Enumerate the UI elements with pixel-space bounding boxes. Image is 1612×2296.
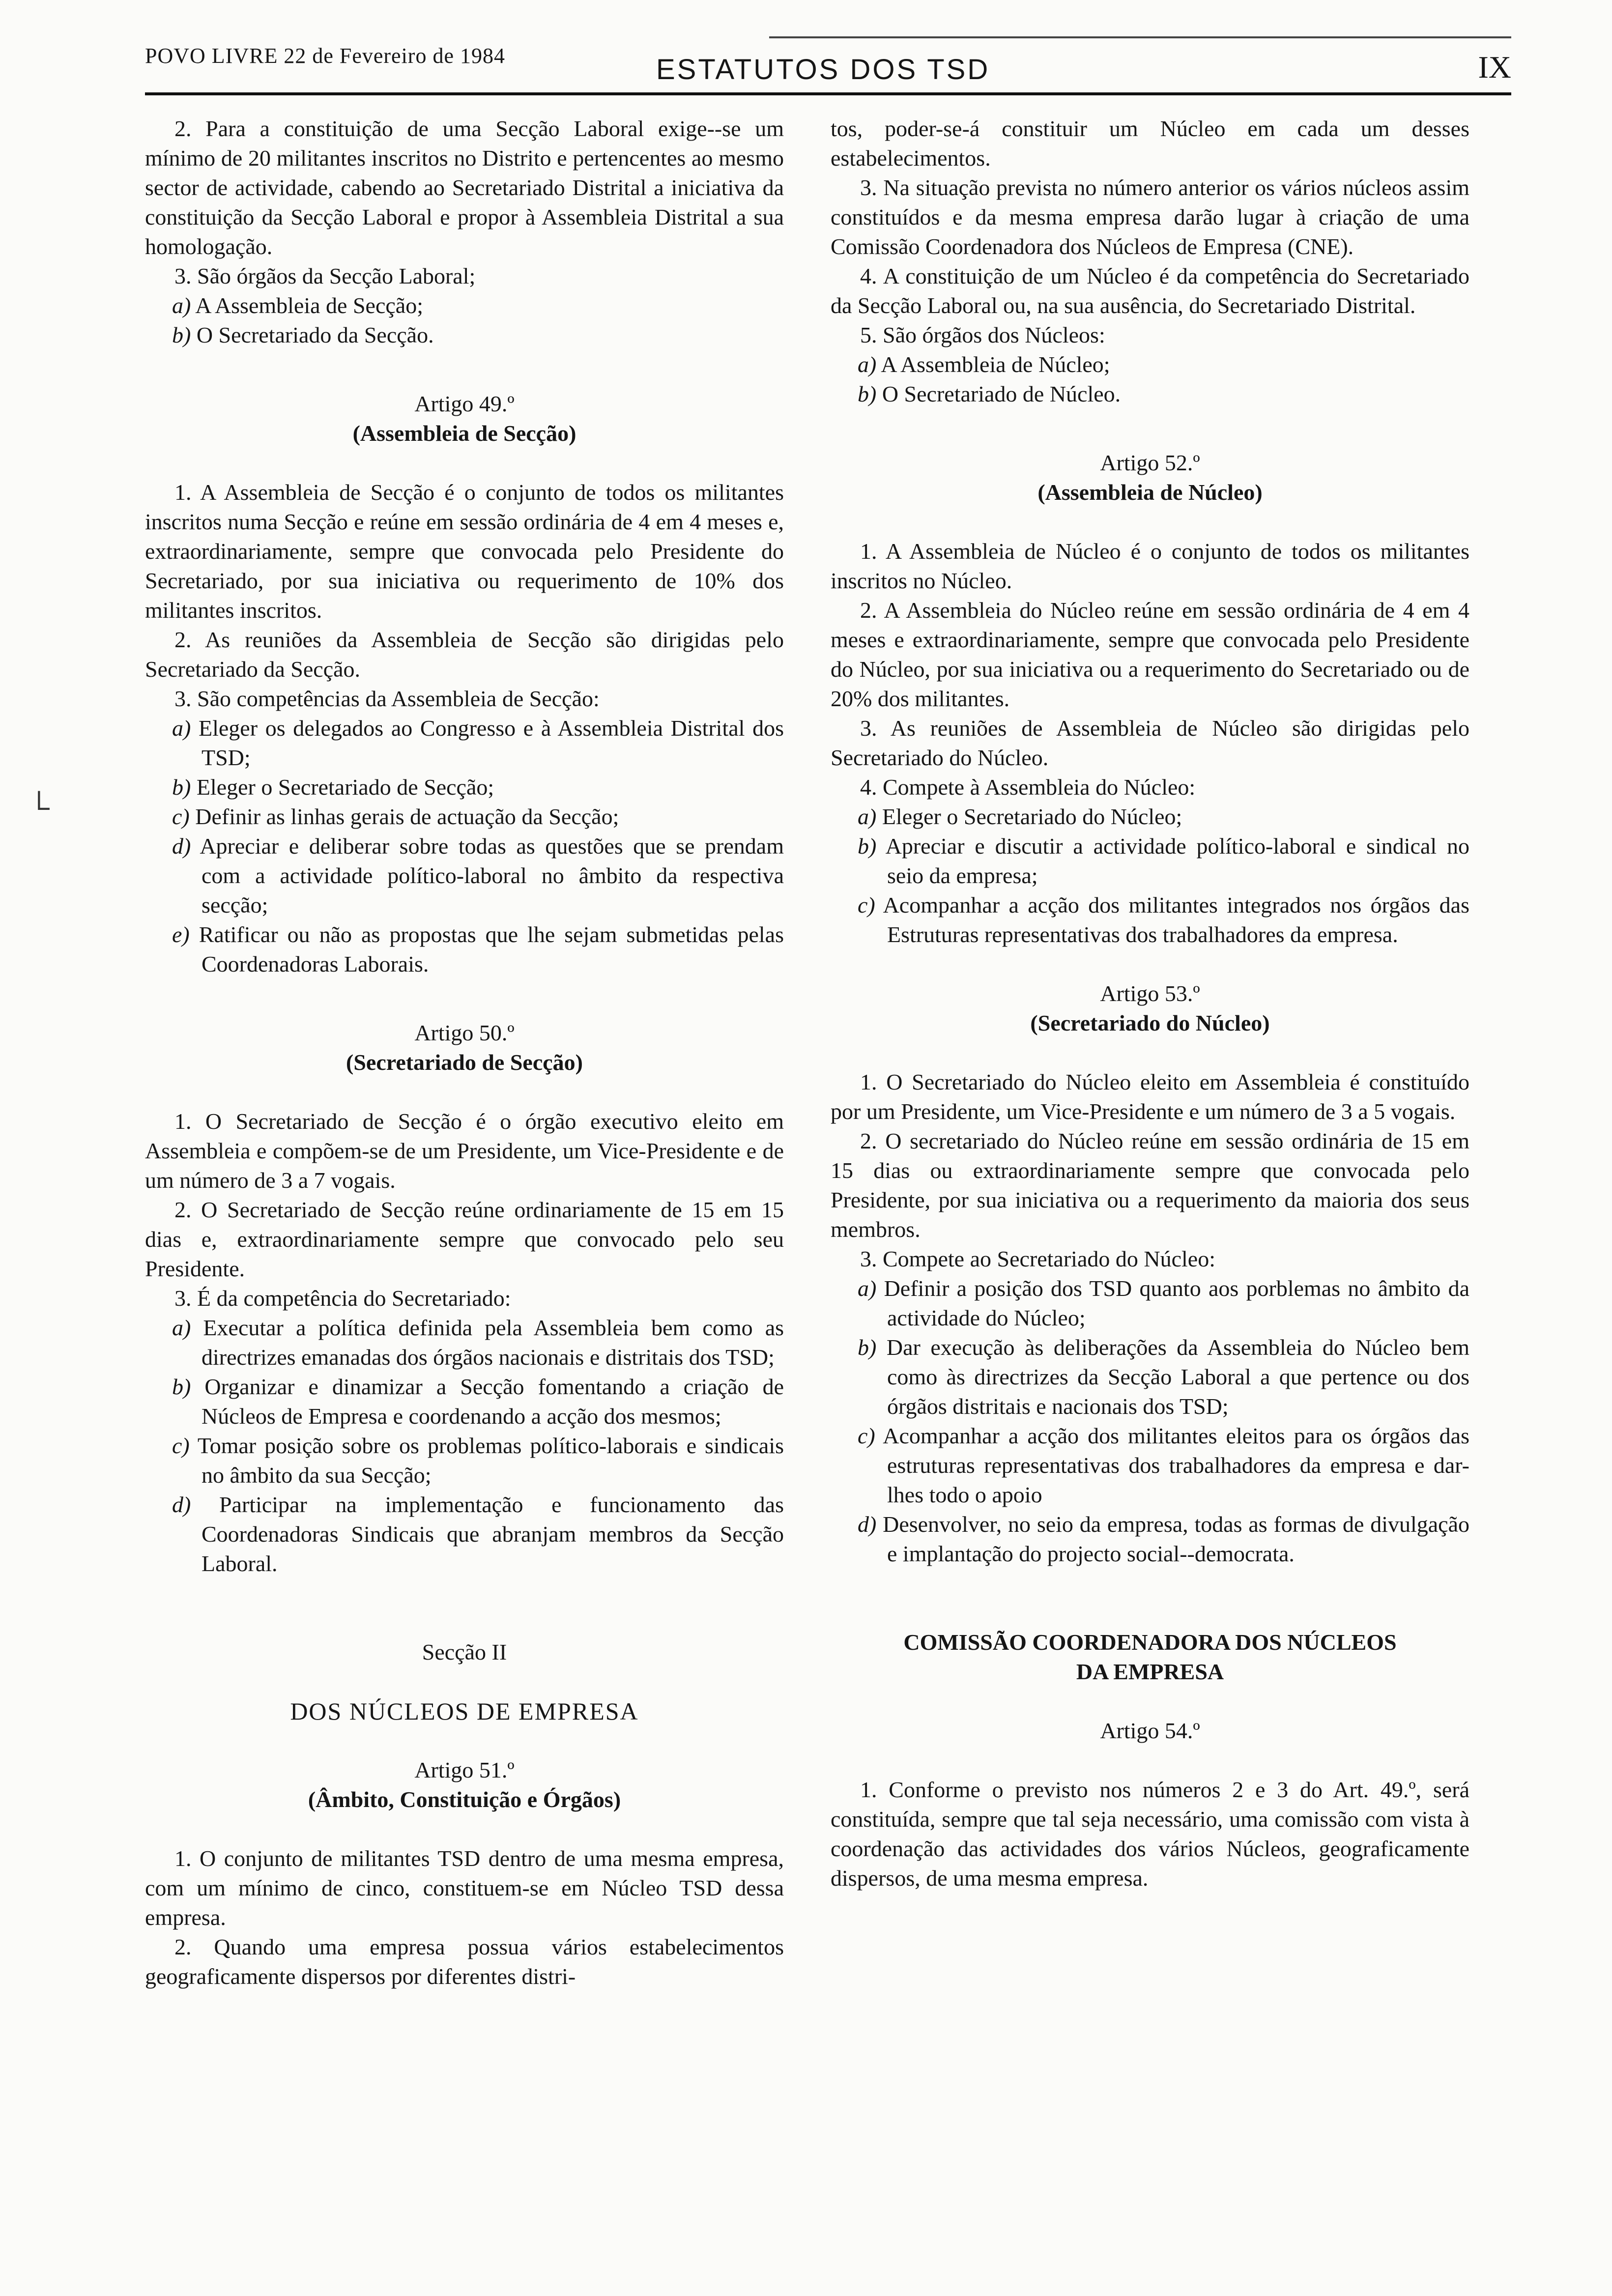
section-title: ESTATUTOS DOS TSD — [656, 54, 990, 86]
article-heading: Artigo 51.º — [414, 1757, 515, 1782]
article-title: (Secretariado de Secção) — [346, 1050, 583, 1075]
paragraph: 3. As reuniões de Assembleia de Núcleo são dirigidas pelo Secretariado do Núcleo. — [831, 716, 1469, 770]
article-title: (Âmbito, Constituição e Órgãos) — [308, 1787, 621, 1812]
paragraph: 1. O Secretariado do Núcleo eleito em Assembleia é constituído por um Presidente, um Vice-Presidente e um número de 3 a 5 vogais. — [831, 1069, 1469, 1124]
list-item: c) Tomar posição sobre os problemas político-laborais e sindicais no âmbito da sua Secção; — [172, 1433, 784, 1488]
list-item: a) Eleger os delegados ao Congresso e à Assembleia Distrital dos TSD; — [172, 716, 784, 770]
header-top-rule — [769, 36, 1511, 38]
commission-heading-line1: COMISSÃO COORDENADORA DOS NÚCLEOS — [903, 1630, 1397, 1655]
paragraph: 5. São órgãos dos Núcleos: — [860, 322, 1105, 347]
list-item: b) O Secretariado da Secção. — [172, 322, 434, 347]
paragraph: 1. Conforme o previsto nos números 2 e 3 do Art. 49.º, será constituída, sempre que tal seja necessário, uma comissão com vista à coordenação das actividades dos vários Núcleos, geograficamente dispersos, de uma mesma empresa. — [831, 1777, 1469, 1891]
article-heading: Artigo 52.º — [1100, 450, 1200, 475]
paragraph: 2. Quando uma empresa possua vários estabelecimentos geograficamente dispersos por diferentes distri- — [145, 1934, 784, 1989]
list-item: b) O Secretariado de Núcleo. — [858, 381, 1121, 406]
list-item: b) Organizar e dinamizar a Secção fomentando a criação de Núcleos de Empresa e coordenando a acção dos mesmos; — [172, 1374, 784, 1429]
list-item: a) A Assembleia de Secção; — [172, 293, 424, 318]
paragraph: 2. O Secretariado de Secção reúne ordinariamente de 15 em 15 dias e, extraordinariamente sempre que convocado pelo seu Presidente. — [145, 1197, 784, 1281]
list-item: c) Definir as linhas gerais de actuação da Secção; — [172, 804, 619, 829]
section-label: Secção II — [422, 1639, 507, 1665]
paragraph: 2. O secretariado do Núcleo reúne em sessão ordinária de 15 em 15 dias ou extraordinariamente sempre que convocada pelo Presidente, por sua iniciativa ou a requerimento da maioria dos seus membros. — [831, 1128, 1469, 1242]
paragraph: 4. A constituição de um Núcleo é da competência do Secretariado da Secção Laboral ou, na sua ausência, do Secretariado Distrital. — [831, 263, 1469, 318]
right-column — [831, 114, 1469, 1893]
list-item: b) Eleger o Secretariado de Secção; — [172, 775, 494, 800]
article-heading: Artigo 50.º — [414, 1020, 515, 1045]
article-heading: Artigo 49.º — [414, 391, 515, 416]
paragraph: 3. Compete ao Secretariado do Núcleo: — [860, 1246, 1215, 1271]
article-heading: Artigo 53.º — [1100, 981, 1200, 1006]
list-item: d) Apreciar e deliberar sobre todas as questões que se prendam com a actividade político-laboral no âmbito da respectiva secção; — [172, 833, 784, 918]
paragraph: 2. Para a constituição de uma Secção Laboral exige--se um mínimo de 20 militantes inscritos no Distrito e pertencentes ao mesmo sector de actividade, cabendo ao Secretariado Distrital a iniciativa da constituição da Secção Laboral e propor à Assembleia Distrital a sua homologação. — [145, 116, 784, 259]
paragraph: 2. A Assembleia do Núcleo reúne em sessão ordinária de 4 em 4 meses e extraordinariamente, sempre que convocada pelo Presidente do Núcleo, por sua iniciativa ou a requerimento do Secretariado ou de 20% dos militantes. — [831, 598, 1469, 711]
list-item: b) Dar execução às deliberações da Assembleia do Núcleo bem como às directrizes da Secção Laboral a que pertence ou dos órgãos distritais e nacionais dos TSD; — [858, 1335, 1469, 1419]
publication-line: POVO LIVRE 22 de Fevereiro de 1984 — [145, 44, 505, 68]
article-heading: Artigo 54.º — [1100, 1718, 1200, 1743]
list-item: d) Participar na implementação e funcionamento das Coordenadoras Sindicais que abranjam membros da Secção Laboral. — [172, 1492, 784, 1576]
paragraph: 1. O conjunto de militantes TSD dentro de uma mesma empresa, com um mínimo de cinco, constituem-se em Núcleo TSD dessa empresa. — [145, 1846, 784, 1930]
commission-heading-line2: DA EMPRESA — [1076, 1659, 1224, 1684]
list-item: a) A Assembleia de Núcleo; — [858, 352, 1110, 377]
list-item: c) Acompanhar a acção dos militantes integrados nos órgãos das Estruturas representativas dos trabalhadores da empresa. — [858, 892, 1469, 947]
paragraph: 3. São competências da Assembleia de Secção: — [174, 686, 600, 711]
list-item: e) Ratificar ou não as propostas que lhe sejam submetidas pelas Coordenadoras Laborais. — [172, 922, 784, 976]
paragraph: 3. É da competência do Secretariado: — [174, 1286, 511, 1311]
paragraph: 3. São órgãos da Secção Laboral; — [174, 263, 476, 288]
paragraph: 1. O Secretariado de Secção é o órgão executivo eleito em Assembleia e compõem-se de um Presidente, um Vice-Presidente e de um número de 3 a 7 vogais. — [145, 1109, 784, 1193]
page-header — [145, 34, 1511, 98]
list-item: a) Executar a política definida pela Assembleia bem como as directrizes emanadas dos órgãos nacionais e distritais dos TSD; — [172, 1315, 784, 1370]
list-item: b) Apreciar e discutir a actividade político-laboral e sindical no seio da empresa; — [858, 833, 1469, 888]
list-item: d) Desenvolver, no seio da empresa, todas as formas de divulgação e implantação do projecto social--democrata. — [858, 1512, 1470, 1566]
page-number: IX — [1478, 50, 1511, 85]
paragraph: 2. As reuniões da Assembleia de Secção são dirigidas pelo Secretariado da Secção. — [145, 627, 784, 682]
list-item: a) Definir a posição dos TSD quanto aos porblemas no âmbito da actividade do Núcleo; — [858, 1276, 1470, 1330]
paragraph: 3. Na situação prevista no número anterior os vários núcleos assim constituídos e da mesma empresa darão lugar à criação de uma Comissão Coordenadora dos Núcleos de Empresa (CNE). — [831, 175, 1469, 259]
paragraph-continuation: tos, poder-se-á constituir um Núcleo em cada um desses estabelecimentos. — [831, 116, 1469, 171]
article-title: (Secretariado do Núcleo) — [1030, 1010, 1270, 1035]
paragraph: 4. Compete à Assembleia do Núcleo: — [860, 775, 1196, 800]
left-column — [145, 114, 784, 1991]
paragraph: 1. A Assembleia de Secção é o conjunto de todos os militantes inscritos numa Secção e reúne em sessão ordinária de 4 em 4 meses e, extraordinariamente, sempre que convocada pelo Presidente do Secretariado, por sua iniciativa ou requerimento de 10% dos militantes inscritos. — [145, 480, 784, 623]
paragraph: 1. A Assembleia de Núcleo é o conjunto de todos os militantes inscritos no Núcleo. — [831, 539, 1469, 593]
list-item: a) Eleger o Secretariado do Núcleo; — [858, 804, 1182, 829]
header-rule — [145, 92, 1511, 95]
list-item: c) Acompanhar a acção dos militantes eleitos para os órgãos das estruturas representativas dos trabalhadores da empresa e dar-lhes todo o apoio — [858, 1423, 1469, 1507]
margin-bracket-mark: └ — [29, 792, 50, 824]
article-title: (Assembleia de Núcleo) — [1037, 480, 1263, 505]
article-title: (Assembleia de Secção) — [352, 421, 576, 446]
section-heading: DOS NÚCLEOS DE EMPRESA — [290, 1697, 639, 1725]
